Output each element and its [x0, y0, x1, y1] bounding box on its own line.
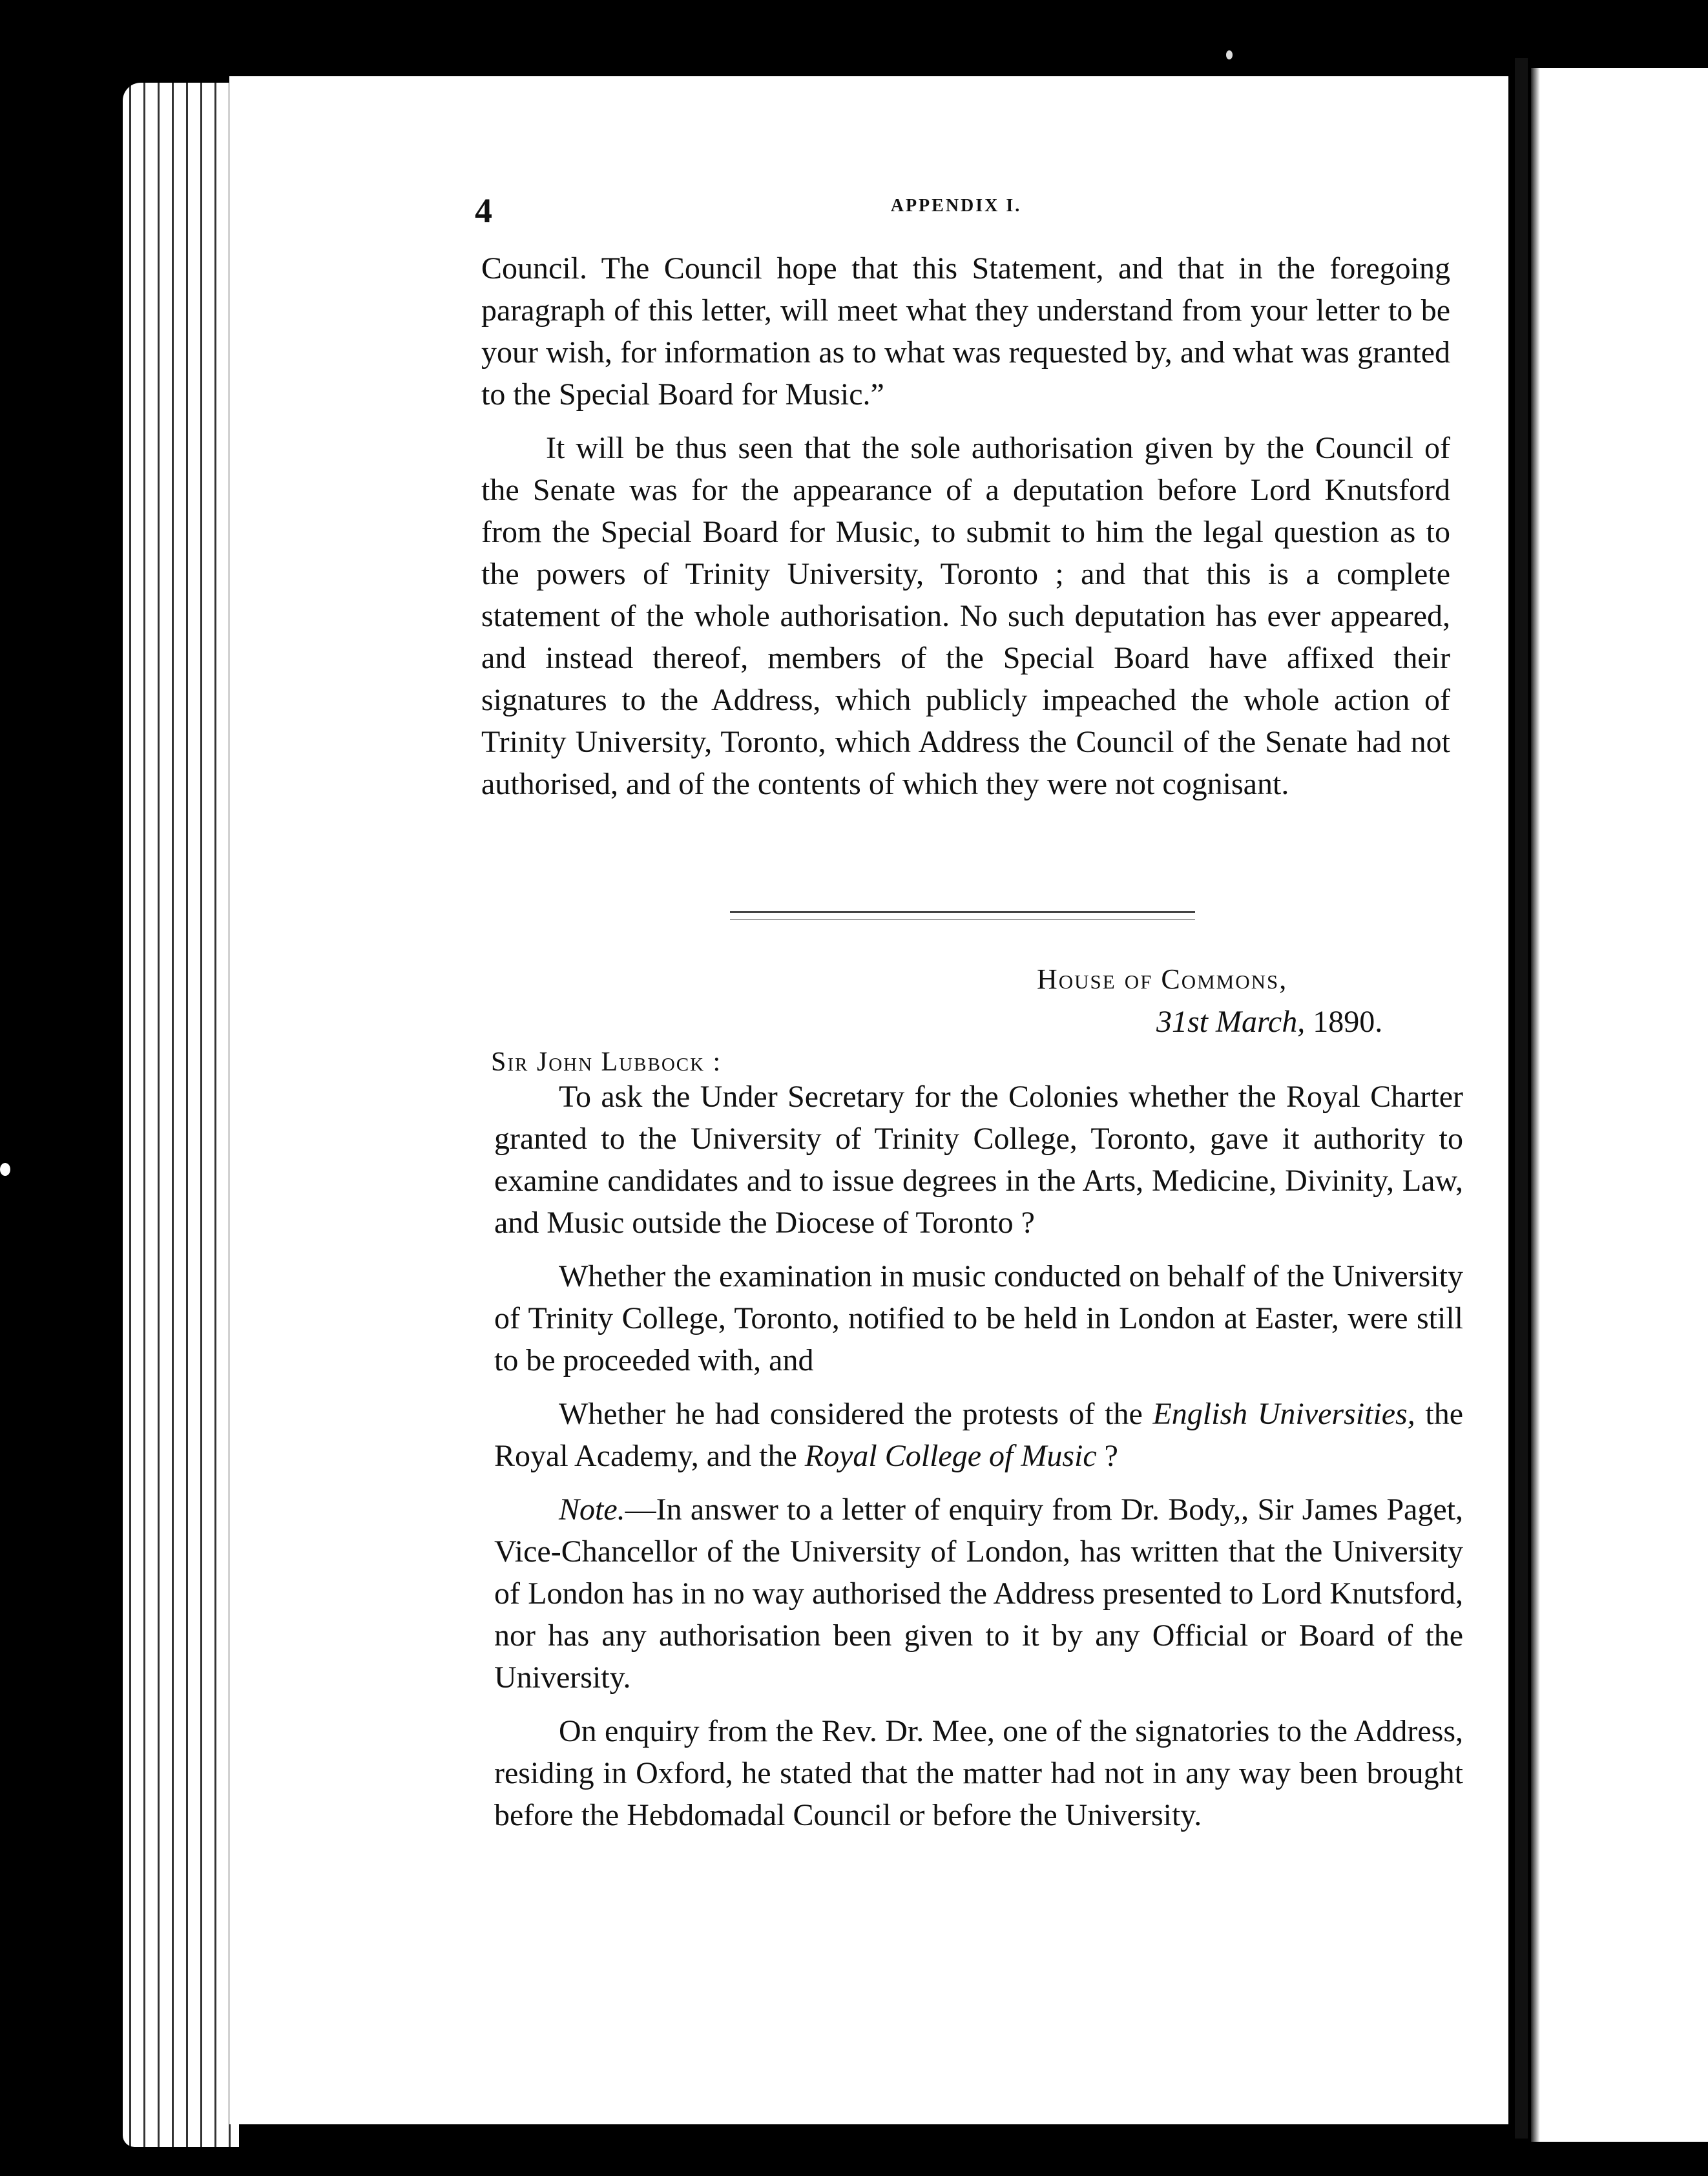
dateline-day: 31st March, [1156, 1005, 1306, 1039]
paragraph [494, 1393, 1463, 1477]
text-run: Whether he had considered the protests of the [559, 1397, 1153, 1431]
text-run-italic: English Universities, [1152, 1397, 1415, 1431]
speck [0, 1163, 10, 1176]
text-run: —In answer to a letter of enquiry from Dr. Body,, Sir James Paget, Vice-Chancellor of the University of London, has written that the University of London has in no way authorised the Address presented to Lord Knutsford, nor has any authorisation been given to it by any Official or Board of the University. [494, 1492, 1463, 1695]
paragraph: Council. The Council hope that this Statement, and that in the foregoing paragraph of this letter, will meet what they understand from your letter to be your wish, for information as to what was requested by, and what was granted to the Special Board for Music.” [481, 251, 1450, 412]
section-divider [730, 911, 1195, 920]
gutter [1531, 68, 1540, 2142]
dateline-date [1156, 1004, 1382, 1040]
dateline-place: House of Commons, [1037, 963, 1288, 995]
dateline-year: 1890. [1313, 1005, 1383, 1039]
facing-page [1531, 68, 1708, 2142]
paragraph: Whether the examination in music conducted on behalf of the University of Trinity College, Toronto, notified to be held in London at Easter, were still to be proceeded with, and [494, 1259, 1463, 1377]
page-edges [123, 83, 239, 2147]
paragraph: On enquiry from the Rev. Dr. Mee, one of the signatories to the Address, residing in Oxford, he stated that the matter had not in any way been brought before the Hebdomadal Council or before the University. [494, 1714, 1463, 1832]
speck [1226, 50, 1233, 59]
text-block-upper [481, 247, 1450, 817]
text-run: the Royal Academy, and the [494, 1397, 1464, 1473]
page-header [475, 191, 1437, 229]
page-number: 4 [475, 191, 492, 230]
text-block-lower [494, 1076, 1463, 1848]
text-run: ? [1096, 1439, 1118, 1473]
spine-shadow [1515, 58, 1528, 2139]
note-label: Note. [559, 1492, 625, 1527]
text-run-italic: Royal College of Music [804, 1439, 1097, 1473]
paragraph [494, 1489, 1463, 1699]
paragraph: It will be thus seen that the sole authorisation given by the Council of the Senate was for the appearance of a deputation before Lord Knutsford from the Special Board for Music, to submit to him the legal question as to the powers of Trinity University, Toronto ; and that this is a complete statement of the whole authorisation. No such deputation has ever appeared, and instead thereof, members of the Special Board have affixed their signatures to the Address, which publicly impeached the whole action of Trinity University, Toronto, which Address the Council of the Senate had not authorised, and of the contents of which they were not cognisant. [481, 431, 1450, 801]
running-head: APPENDIX I. [890, 196, 1022, 216]
speaker-name: Sir John Lubbock : [491, 1047, 722, 1077]
paragraph: To ask the Under Secretary for the Colonies whether the Royal Charter granted to the University of Trinity College, Toronto, gave it authority to examine candidates and to issue degrees in the Arts, Medicine, Divinity, Law, and Music outside the Diocese of Toronto ? [494, 1080, 1463, 1240]
